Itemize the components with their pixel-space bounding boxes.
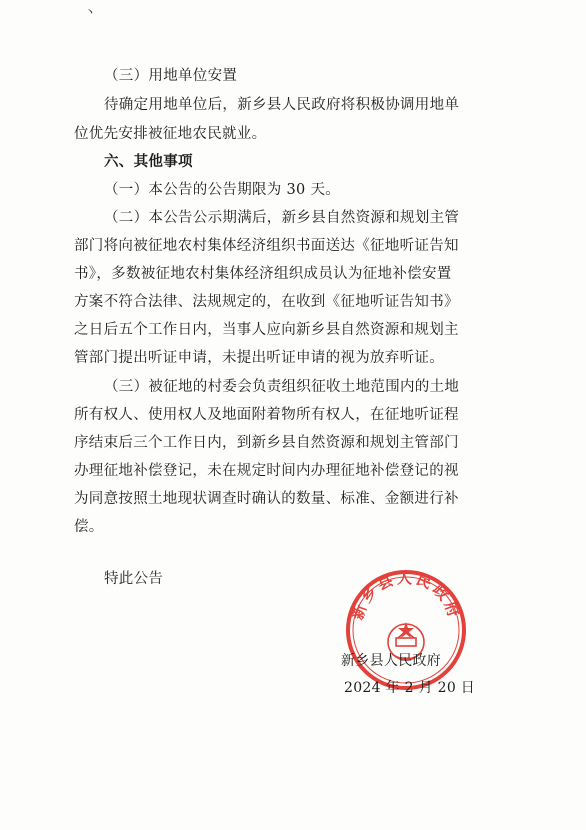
paragraph-line: （三）被征地的村委会负责组织征收土地范围内的土地 [104,379,460,395]
paragraph-line: 偿。 [74,519,104,535]
paragraph-line: 管部门提出听证申请，未提出听证申请的视为放弃听证。 [74,350,444,366]
paragraph-line: 所有权人、使用权人及地面附着物所有权人，在征地听证程 [74,407,459,423]
paragraph-line: 待确定用地单位后，新乡县人民政府将积极协调用地单 [104,97,460,113]
paragraph-line: 序结束后三个工作日内，到新乡县自然资源和规划主管部门 [74,435,459,451]
subsection-heading: （三）用地单位安置 [104,68,238,84]
paragraph-line: 位优先安排被征地农民就业。 [74,126,267,142]
closing-text: 特此公告 [104,571,164,587]
paragraph-line: 书》，多数被征地农村集体经济组织成员认为征地补偿安置 [74,266,452,282]
paragraph-line: 办理征地补偿登记，未在规定时间内办理征地补偿登记的视 [74,463,459,479]
section-heading: 六、其他事项 [104,154,193,170]
signature-org: 新乡县人民政府 [341,653,442,669]
paragraph-line: 方案不符合法律、法规规定的，在收到《征地听证告知书》 [74,294,459,310]
seal-text: 新乡县人民政府 [348,568,464,623]
svg-text:新乡县人民政府 [348,569,463,622]
official-seal [344,568,468,692]
signature-date: 2024 年 2 月 20 日 [344,680,476,696]
paragraph-line: （二）本公告公示期满后，新乡县自然资源和规划主管 [104,210,460,226]
paragraph-line: 为同意按照土地现状调查时确认的数量、标准、金额进行补 [74,491,459,507]
paragraph-line: （一）本公告的公告期限为 30 天。 [104,182,341,198]
paragraph-line: 之日后五个工作日内，当事人应向新乡县自然资源和规划主 [74,322,459,338]
paragraph-line: 部门将向被征地农村集体经济组织书面送达《征地听证告知 [74,238,459,254]
corner-mark: 丶 [84,5,97,19]
